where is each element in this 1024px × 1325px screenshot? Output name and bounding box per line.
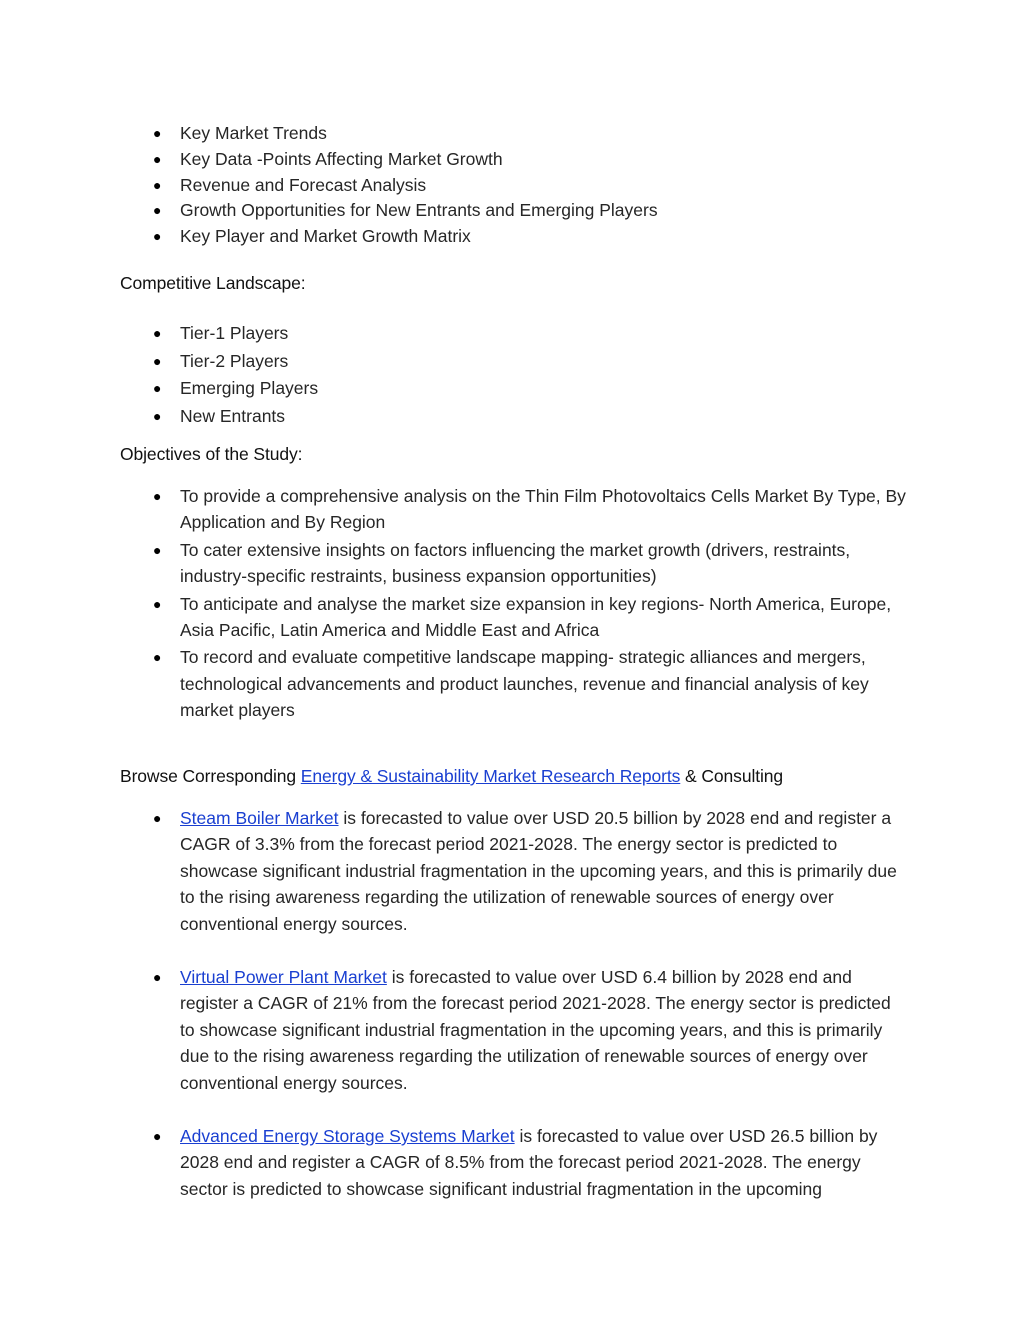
bullet-icon: ● [153,325,162,341]
bullet-icon: ● [153,595,162,612]
list-item: ● New Entrants [120,403,910,431]
bullet-icon: ● [153,352,162,369]
browse-suffix: & Consulting [680,766,784,786]
list-item: ● Emerging Players [120,375,910,403]
browse-heading [120,766,783,787]
objectives-list [120,483,910,724]
steam-boiler-market-link[interactable]: Steam Boiler Market [180,808,339,828]
list-item: ● Steam Boiler Market is forecasted to value over USD 20.5 billion by 2028 end and register a CAGR of 3.3% from the forecast period 2021-2028. The energy sector is predicted to showcase significant industrial fragmentation in the upcoming years, and this is primarily due to the rising awareness regarding the utilization of renewable sources of energy over conventional energy sources. [120,805,910,937]
list-item: ● Growth Opportunities for New Entrants and Emerging Players [120,198,910,224]
competitive-landscape-list [120,320,910,430]
bullet-icon: ● [153,1128,162,1145]
list-item: ● To cater extensive insights on factors influencing the market growth (drivers, restraints, industry-specific restraints, business expansion opportunities) [120,537,910,590]
bullet-icon: ● [153,541,162,558]
bullet-icon: ● [153,488,162,504]
list-item: ● To record and evaluate competitive landscape mapping- strategic alliances and mergers, technological advancements and product launches, revenue and financial analysis of key market players [120,644,910,723]
bullet-icon: ● [153,407,162,424]
objectives-heading: Objectives of the Study: [120,444,303,464]
advanced-energy-storage-market-link[interactable]: Advanced Energy Storage Systems Market [180,1126,515,1147]
list-item: ● Tier-2 Players [120,348,910,376]
browse-prefix: Browse Corresponding [120,766,301,786]
list-item: ● Key Market Trends [120,121,910,147]
list-item: ● To anticipate and analyse the market size expansion in key regions- North America, Europe, Asia Pacific, Latin America and Middle East and Africa [120,591,910,644]
bullet-icon: ● [153,969,162,986]
report-contents-list [120,121,910,250]
bullet-icon: ● [153,380,162,396]
list-item: ● To provide a comprehensive analysis on the Thin Film Photovoltaics Cells Market By Type, By Application and By Region [120,483,910,536]
list-item: ● Revenue and Forecast Analysis [120,173,910,199]
list-item: ● Key Player and Market Growth Matrix [120,224,910,250]
bullet-icon: ● [153,125,162,141]
bullet-icon: ● [153,202,162,219]
related-markets-list [120,805,910,1202]
list-item: ● Advanced Energy Storage Systems Market is forecasted to value over USD 26.5 billion by 2028 end and register a CAGR of 8.5% from the forecast period 2021-2028. The energy sector is predicted to showcase significant industrial fragmentation in the upcoming [120,1123,910,1202]
bullet-icon: ● [153,176,162,193]
bullet-icon: ● [153,810,162,826]
list-item: ● Tier-1 Players [120,320,910,348]
list-item: ● Key Data -Points Affecting Market Growth [120,147,910,173]
competitive-landscape-heading: Competitive Landscape: [120,273,306,293]
virtual-power-plant-market-link[interactable]: Virtual Power Plant Market [180,967,387,988]
energy-sustainability-reports-link[interactable]: Energy & Sustainability Market Research Reports [300,766,681,786]
bullet-icon: ● [153,649,162,666]
bullet-icon: ● [153,150,162,167]
list-item: ● Virtual Power Plant Market is forecasted to value over USD 6.4 billion by 2028 end and register a CAGR of 21% from the forecast period 2021-2028. The energy sector is predicted to showcase significant industrial fragmentation in the upcoming years, and this is primarily due to the rising awareness regarding the utilization of renewable sources of energy over conventional energy sources. [120,964,910,1096]
bullet-icon: ● [153,228,162,245]
